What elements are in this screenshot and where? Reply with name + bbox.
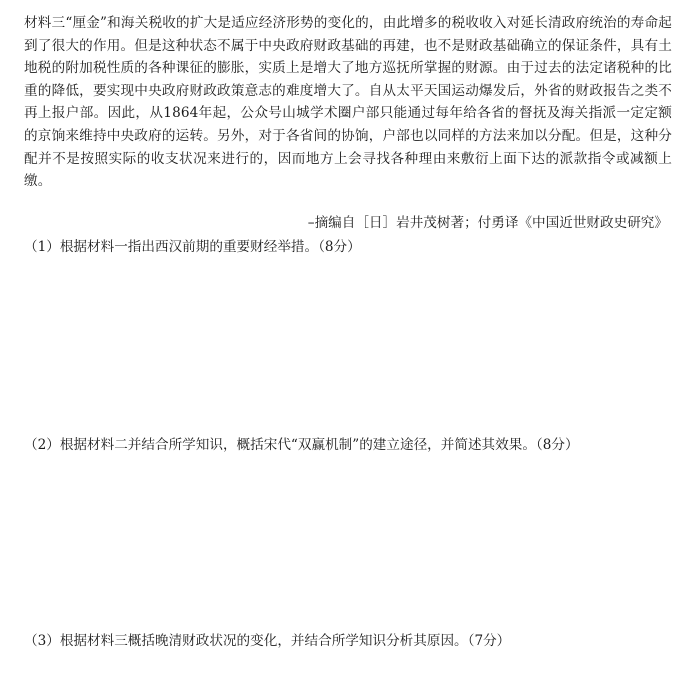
answer-space-2 [24, 460, 672, 620]
material-three-paragraph: 材料三“厘金”和海关税收的扩大是适应经济形势的变化的，由此增多的税收收入对延长清政府统治的寿命起到了很大的作用。但是这种状态不属于中央政府财政基础的再建，也不是财政基础确立的保证条件，具有土地税的附加税性质的各种课征的膨胀，实质上是增大了地方巡抚所掌握的财源。由于过去的法定诸税种的比重的降低，要实现中央政府财政政策意志的难度增大了。自从太平天国运动爆发后，外省的财政报告之类不再上报户部。因此，从1864年起，公众号山城学术圈户部只能通过每年给各省的督抚及海关指派一定定额的京饷来维持中央政府的运转。另外，对于各省间的协饷，户部也以同样的方法来加以分配。但是，这种分配并不是按照实际的收支状况来进行的，因而地方上会寻找各种理由来敷衍上面下达的派款指令或减额上缴。 [24, 15, 672, 190]
question-1: （1）根据材料一指出西汉前期的重要财经举措。（8分） [24, 239, 361, 255]
answer-space-1 [24, 262, 672, 422]
material-three-source: –摘编自［日］岩井茂树著；付勇译《中国近世财政史研究》 [307, 215, 668, 231]
question-3: （3）根据材料三概括晚清财政状况的变化，并结合所学知识分析其原因。（7分） [24, 633, 511, 649]
question-2: （2）根据材料二并结合所学知识，概括宋代“双赢机制”的建立途径，并简述其效果。（8分） [24, 437, 579, 453]
